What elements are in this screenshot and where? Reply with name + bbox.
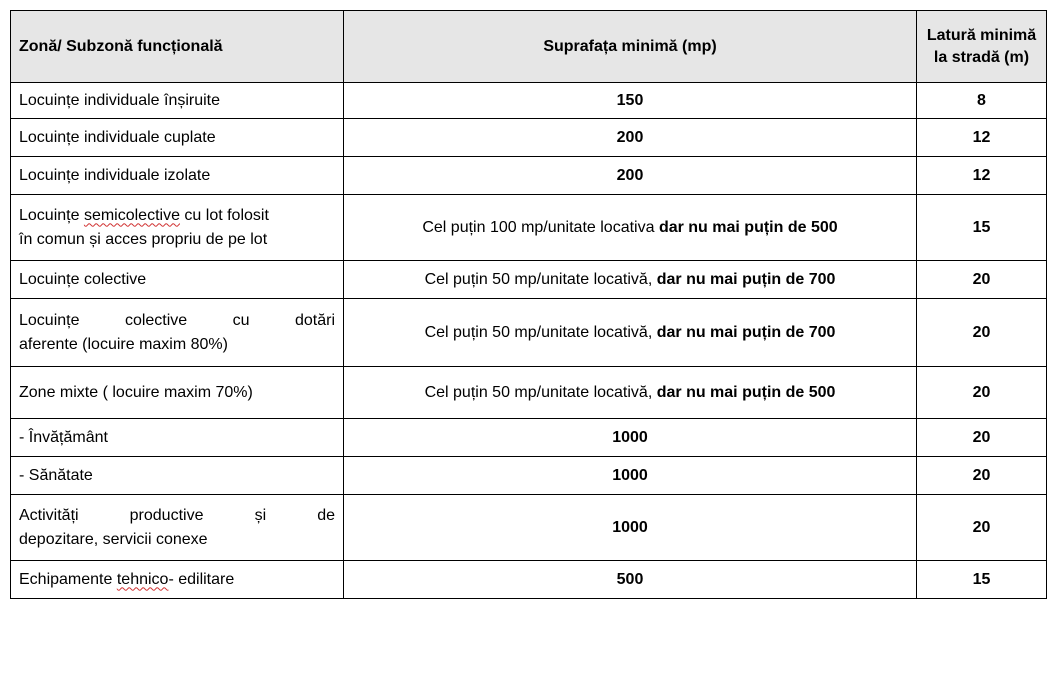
table-row [11,157,1047,195]
frontage-cell: 15 [917,195,1047,261]
table-row [11,195,1047,261]
table-row [11,119,1047,157]
zone-cell: Activități productive și de depozitare, servicii conexe [11,495,344,561]
frontage-cell: 20 [917,367,1047,419]
area-cell: 200 [344,157,917,195]
spellcheck-word: semicolective [83,206,180,224]
zone-cell: - Sănătate [11,457,344,495]
zone-cell: - Învățământ [11,419,344,457]
zone-cell: Echipamente tehnico- edilitare [11,561,344,599]
zone-cell: Locuințe individuale izolate [11,157,344,195]
frontage-cell: 20 [917,419,1047,457]
zone-cell: Locuințe individuale înșiruite [11,83,344,119]
frontage-cell: 12 [917,119,1047,157]
area-cell: Cel puțin 50 mp/unitate locativă, dar nu mai puțin de 700 [344,261,917,299]
table-row [11,299,1047,367]
area-cell: 1000 [344,495,917,561]
table-row [11,457,1047,495]
table-row [11,495,1047,561]
frontage-cell: 20 [917,457,1047,495]
spellcheck-word: tehnico [116,570,169,588]
area-cell: 150 [344,83,917,119]
zone-cell: Locuințe semicolective cu lot folosit în comun și acces propriu de pe lot [11,195,344,261]
frontage-cell: 20 [917,299,1047,367]
zone-cell: Locuințe individuale cuplate [11,119,344,157]
area-cell: 500 [344,561,917,599]
area-cell: Cel puțin 100 mp/unitate locativa dar nu mai puțin de 500 [344,195,917,261]
area-cell: 1000 [344,457,917,495]
frontage-cell: 20 [917,495,1047,561]
table-header-row [11,11,1047,83]
area-cell: Cel puțin 50 mp/unitate locativă, dar nu mai puțin de 500 [344,367,917,419]
table-row [11,261,1047,299]
table-row [11,561,1047,599]
zone-cell: Locuințe colective cu dotări aferente (locuire maxim 80%) [11,299,344,367]
header-min-frontage-line2: la stradă (m) [933,48,1030,66]
table-row [11,419,1047,457]
header-min-frontage-line1: Latură minimă [926,26,1037,44]
header-zone: Zonă/ Subzonă funcțională [11,11,344,83]
area-cell: Cel puțin 50 mp/unitate locativă, dar nu mai puțin de 700 [344,299,917,367]
zone-cell: Zone mixte ( locuire maxim 70%) [11,367,344,419]
table-row [11,367,1047,419]
area-cell: 200 [344,119,917,157]
frontage-cell: 20 [917,261,1047,299]
frontage-cell: 15 [917,561,1047,599]
land-requirements-table [10,10,1047,599]
header-min-area: Suprafața minimă (mp) [344,11,917,83]
frontage-cell: 8 [917,83,1047,119]
frontage-cell: 12 [917,157,1047,195]
zone-cell: Locuințe colective [11,261,344,299]
table-row [11,83,1047,119]
header-min-frontage [917,11,1047,83]
area-cell: 1000 [344,419,917,457]
